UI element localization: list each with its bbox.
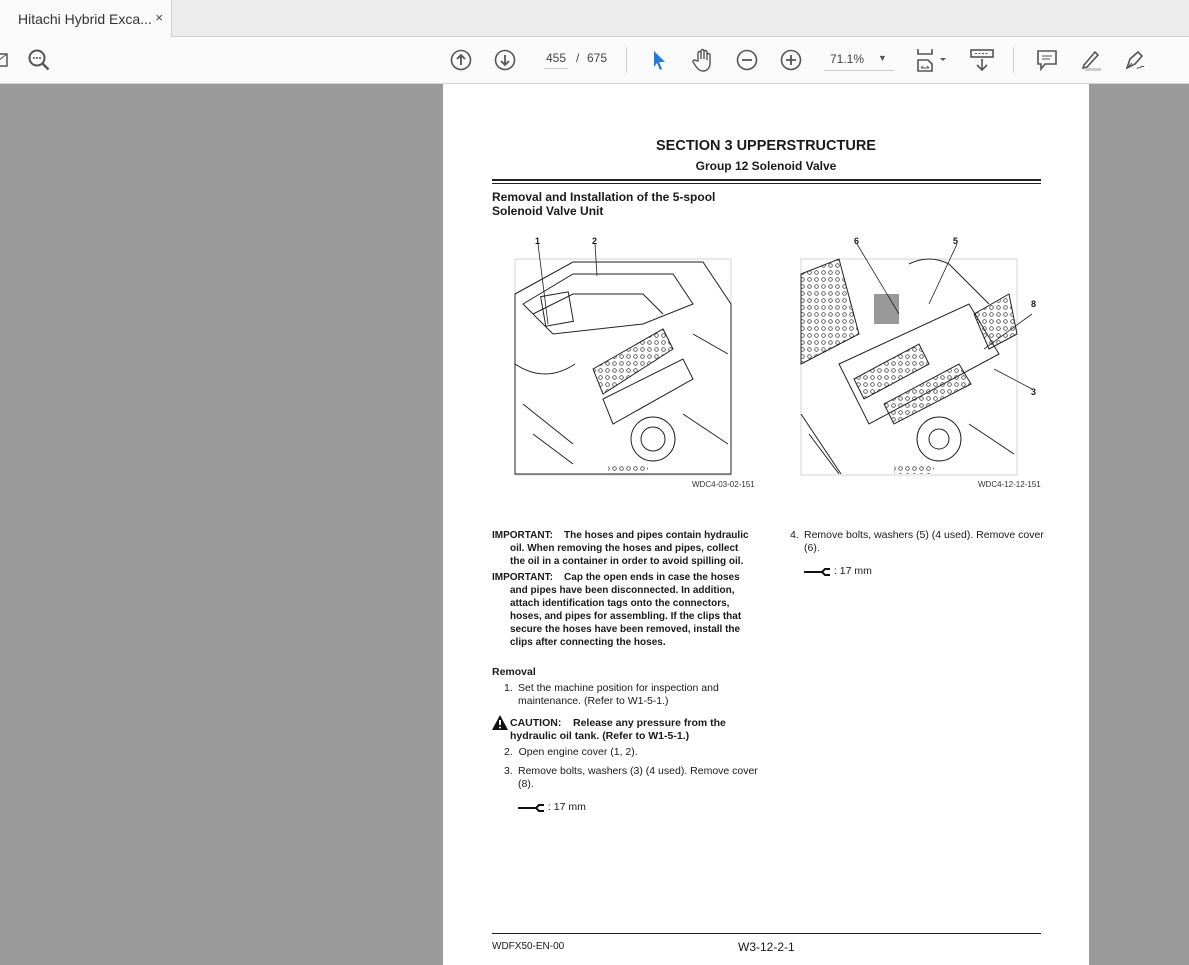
group-title: Group 12 Solenoid Valve (695, 159, 837, 173)
procedure-heading (492, 191, 715, 218)
caution-icon (491, 714, 509, 736)
important-label: IMPORTANT: (492, 530, 553, 541)
note-line: secure the hoses have been removed, install the (510, 624, 741, 635)
step-1 (504, 682, 719, 707)
figure-engine-cover (513, 234, 763, 489)
note-line: oil. When removing the hoses and pipes, collect (510, 543, 739, 554)
important-note-2 (492, 571, 762, 649)
heading-line: Removal and Installation of the 5-spool (492, 190, 716, 204)
page-total: 675 (587, 51, 608, 65)
scroll-mode-icon[interactable] (968, 47, 996, 73)
callout-8: 8 (1031, 299, 1037, 309)
caution-line: Release any pressure from the (573, 717, 726, 729)
previous-page-icon[interactable] (448, 47, 474, 73)
tab-title: Hitachi Hybrid Exca... (18, 10, 152, 27)
header-rule (492, 179, 1041, 181)
important-label: IMPORTANT: (492, 572, 553, 583)
figure-2-caption: WDC4-12-12-151 (978, 480, 1041, 489)
toolbar (0, 37, 1189, 84)
step-text: Remove bolts, washers (3) (4 used). Remove cover (518, 765, 758, 777)
step-text: Open engine cover (1, 2). (518, 746, 638, 758)
section-title: SECTION 3 UPPERSTRUCTURE (656, 138, 876, 154)
step-text: (8). (518, 778, 534, 790)
select-tool-icon[interactable] (646, 47, 672, 73)
comment-icon[interactable] (1034, 47, 1060, 73)
document-tab[interactable] (0, 0, 172, 37)
step-text: Remove bolts, washers (5) (4 used). Remove cover (804, 529, 1044, 541)
caution-line: hydraulic oil tank. (Refer to W1-5-1.) (510, 730, 690, 742)
tool-spec (517, 801, 586, 814)
hand-tool-icon[interactable] (690, 47, 716, 73)
wrench-icon (803, 566, 831, 576)
step-number: 1. (504, 682, 513, 694)
note-line: hoses, and pipes for assembling. If the clips that (510, 611, 742, 622)
callout-5: 5 (953, 236, 959, 246)
step-3 (504, 765, 758, 790)
caution-note (510, 717, 726, 730)
fit-page-icon[interactable] (914, 47, 950, 73)
step-number: 3. (504, 765, 513, 777)
note-line: The hoses and pipes contain hydraulic (564, 530, 749, 541)
sign-icon[interactable] (1122, 47, 1148, 73)
tool-spec (803, 565, 872, 578)
step-4 (790, 529, 1044, 554)
engine-cover-illustration (513, 234, 763, 489)
header-rule (492, 183, 1041, 184)
important-note-1 (492, 529, 762, 568)
step-2 (504, 746, 638, 759)
zoom-select[interactable] (824, 49, 894, 71)
step-text: (6). (804, 542, 820, 554)
callout-6: 6 (854, 236, 860, 246)
wrench-icon (517, 802, 545, 812)
footer-rule (492, 933, 1041, 934)
highlight-pen-icon[interactable] (1078, 47, 1104, 73)
divider (1013, 47, 1014, 73)
pdf-page (443, 84, 1089, 965)
step-text: maintenance. (Refer to W1-5-1.) (518, 695, 669, 707)
zoom-value: 71.1% (830, 52, 865, 66)
step-number: 2. (504, 746, 513, 758)
note-line: the oil in a container in order to avoid spilling oil. (510, 556, 744, 567)
callout-1: 1 (535, 236, 541, 246)
solenoid-covers-illustration (799, 234, 1049, 489)
zoom-out-icon[interactable] (734, 47, 760, 73)
step-number: 4. (790, 529, 799, 541)
next-page-icon[interactable] (492, 47, 518, 73)
envelope-icon[interactable] (0, 47, 12, 73)
footer-doc-code: WDFX50-EN-00 (492, 941, 565, 952)
note-line: Cap the open ends in case the hoses (564, 572, 740, 583)
zoom-in-icon[interactable] (778, 47, 804, 73)
caution-label: CAUTION: (510, 717, 562, 729)
note-line: clips after connecting the hoses. (510, 637, 666, 648)
divider (626, 47, 627, 73)
tab-bar (0, 0, 1189, 37)
chevron-down-icon: ▼ (878, 53, 887, 63)
callout-2: 2 (592, 236, 598, 246)
note-line: and pipes have been disconnected. In addition, (510, 585, 735, 596)
heading-line: Solenoid Valve Unit (492, 203, 604, 218)
page-number-input[interactable]: 455 (544, 51, 568, 69)
callout-3: 3 (1031, 387, 1037, 397)
footer-page-number: W3-12-2-1 (738, 940, 795, 954)
close-tab-icon[interactable]: × (155, 10, 163, 25)
step-text: Set the machine position for inspection and (518, 682, 719, 694)
figure-solenoid-covers (799, 234, 1049, 489)
wrench-size: : 17 mm (833, 565, 872, 577)
page-separator: / (576, 51, 580, 65)
figure-1-caption: WDC4-03-02-151 (692, 480, 755, 489)
note-line: attach identification tags onto the connectors, (510, 598, 730, 609)
search-icon[interactable] (26, 47, 52, 73)
removal-heading: Removal (492, 666, 536, 678)
wrench-size: : 17 mm (547, 801, 586, 813)
